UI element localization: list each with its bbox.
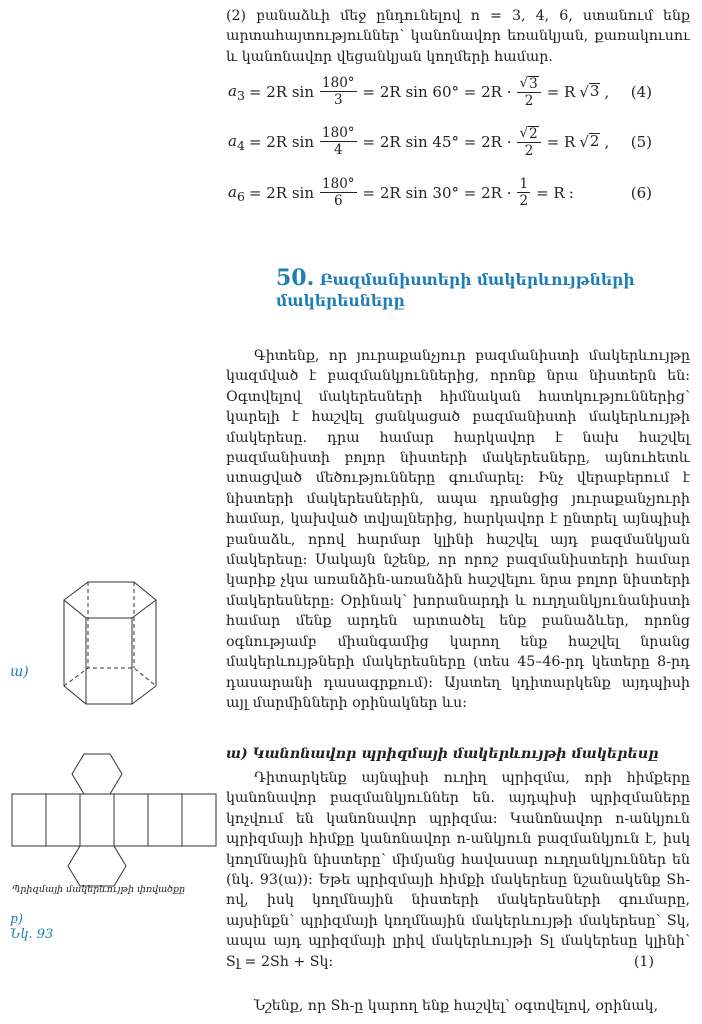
- formula-4-lhs: a: [228, 81, 237, 100]
- last-line: Նշենք, որ Sh-ը կարող ենք հաշվել՝ օգտվելով, օրինակ,: [254, 998, 659, 1014]
- formula-4-prefix: = 2R sin: [248, 83, 315, 101]
- subsection-heading: [226, 746, 696, 762]
- section-title: Բազմանիստերի մակերևույթների մակերեսները: [276, 270, 635, 310]
- formula-4-sub: 3: [236, 87, 245, 103]
- subsection-title: Կանոնավոր պրիզմայի մակերևույթի մակերեսը: [252, 746, 659, 762]
- formula-4-rhs: = R: [546, 83, 576, 101]
- formula-4-sqrt-fraction: √ 3 2: [517, 76, 540, 109]
- subsection-formula-number: (1): [633, 953, 654, 970]
- formula-4-mid: = 2R sin 60° = 2R ·: [362, 83, 512, 101]
- figure-label-b: բ): [10, 912, 24, 927]
- figure-reference: Նկ. 93: [10, 927, 54, 942]
- formula-5-number: (5): [630, 133, 652, 151]
- section-number: 50.: [276, 265, 315, 291]
- figure-label-a: ա): [10, 664, 29, 680]
- formula-5-fraction: $\frac{180^\circ}{4}$: [322, 125, 355, 158]
- formula-6-fraction: $\frac{180^\circ}{6}$: [322, 176, 355, 209]
- formula-6-half-fraction: $\frac{1}{2}$: [519, 176, 529, 209]
- formula-4: $a_3$ = 2R sin $\frac{180^\circ}{3}$ = 2R sin 60° = 2R · √ 3 2 = R √ 3 , (4): [228, 74, 652, 109]
- intro-paragraph: (2) բանաձևի մեջ ընդունելով n = 3, 4, 6, ստանում ենք արտահայտություններ՝ կանոնավոր եռանկյան, քառակուսու և կանոնավոր վեցանկյան կողմերի համար.: [226, 8, 690, 65]
- formula-5: $a_4$ = 2R sin $\frac{180^\circ}{4}$ = 2R sin 45° = 2R · √ 2 2 = R √ 2 , (5): [228, 124, 652, 159]
- figure-prism-net: [10, 746, 220, 896]
- formula-4-number: (4): [630, 83, 652, 101]
- formula-4-fraction: $\frac{180^\circ}{3}$: [322, 75, 355, 108]
- subsection-paragraph: Դիտարկենք այնպիսի ուղիղ պրիզմա, որի հիմքերը կանոնավոր բազմանկյուններ են. այդպիսի պրիզմաները կոչվում են կանոնավոր պրիզմա: Կանոնավոր n-անկյուն պրիզմայի հիմքը կանոնավոր n-անկյուն բազմանկյուն է, իսկ կողմնային նիստերը՝ միմյանց հավասար ուղղանկյուններ են (նկ. 93(ա)): Եթե պրիզմայի հիմքի մակերեսը նշանակենք Sh-ով, իսկ կողմնային նիստերի մակերեսների գումարը, այսինքն՝ պրիզմայի կողմնային մակերևույթի մակերեսը՝ Sկ, ապա այդ պրիզմայի լրիվ մակերևույթի Sլ մակերեսը կլինի՝ Sլ = 2Sh + Sկ: (1): [226, 768, 690, 972]
- figure-caption: Պրիզմայի մակերևույթի փռվածքը: [12, 884, 186, 895]
- figure-label-b-block: [10, 912, 53, 942]
- formula-4-rhs-sqrt: √ 3: [579, 82, 600, 101]
- formula-5-sqrt-fraction: √ 2 2: [517, 126, 540, 159]
- figure-prism-drawing: [54, 560, 166, 728]
- section-heading: [276, 265, 656, 311]
- body-paragraph: Գիտենք, որ յուրաքանչյուր բազմանիստի մակերևույթը կազմված է բազմանկյուններից, որոնք նրա նիստերն են: Օգտվելով մակերեսների հիմնական հատկություններից՝ կարելի է հաշվել ցանկացած բազմանիստի մակերևույթի մակերեսը. դրա համար հարկավոր է նախ հաշվել բազմանիստի բոլոր նիստերի մակերեսները, այնուհետև ստացված մեծությունները գումարել: Ինչ վերաբերում է նիստերի մակերեսներին, ապա դրանցից յուրաքանչյուրի համար, կախված տվյալներից, հարկավոր է ընտրել այնպիսի բանաձև, որով հարմար կլինի հաշվել այդ բազմանկյան մակերեսը: Սակայն նշենք, որ որոշ բազմանիստերի համար կարիք չկա առանձին-առանձին հաշվելու նրա բոլոր նիստերի մակերեսները: Օրինակ՝ խորանարդի և ուղղանկյունանիստի համար մենք արդեն արտածել ենք բանաձևեր, որոնց օգնությամբ միանգամից կարող ենք հաշվել նրանց մակերևույթների մակերեսները (տես 45–46-րդ կետերը 8-րդ դասարանի դասագրքում): Այստեղ կդիտարկենք այդպիսի այլ մարմինների օրինակներ ևս:: [226, 348, 690, 711]
- formula-6-number: (6): [630, 184, 652, 202]
- formula-6: $a_6$ = 2R sin $\frac{180^\circ}{6}$ = 2R sin 30° = 2R · $\frac{1}{2}$ = R : (6): [228, 176, 652, 209]
- subsection-marker: ա): [226, 746, 248, 762]
